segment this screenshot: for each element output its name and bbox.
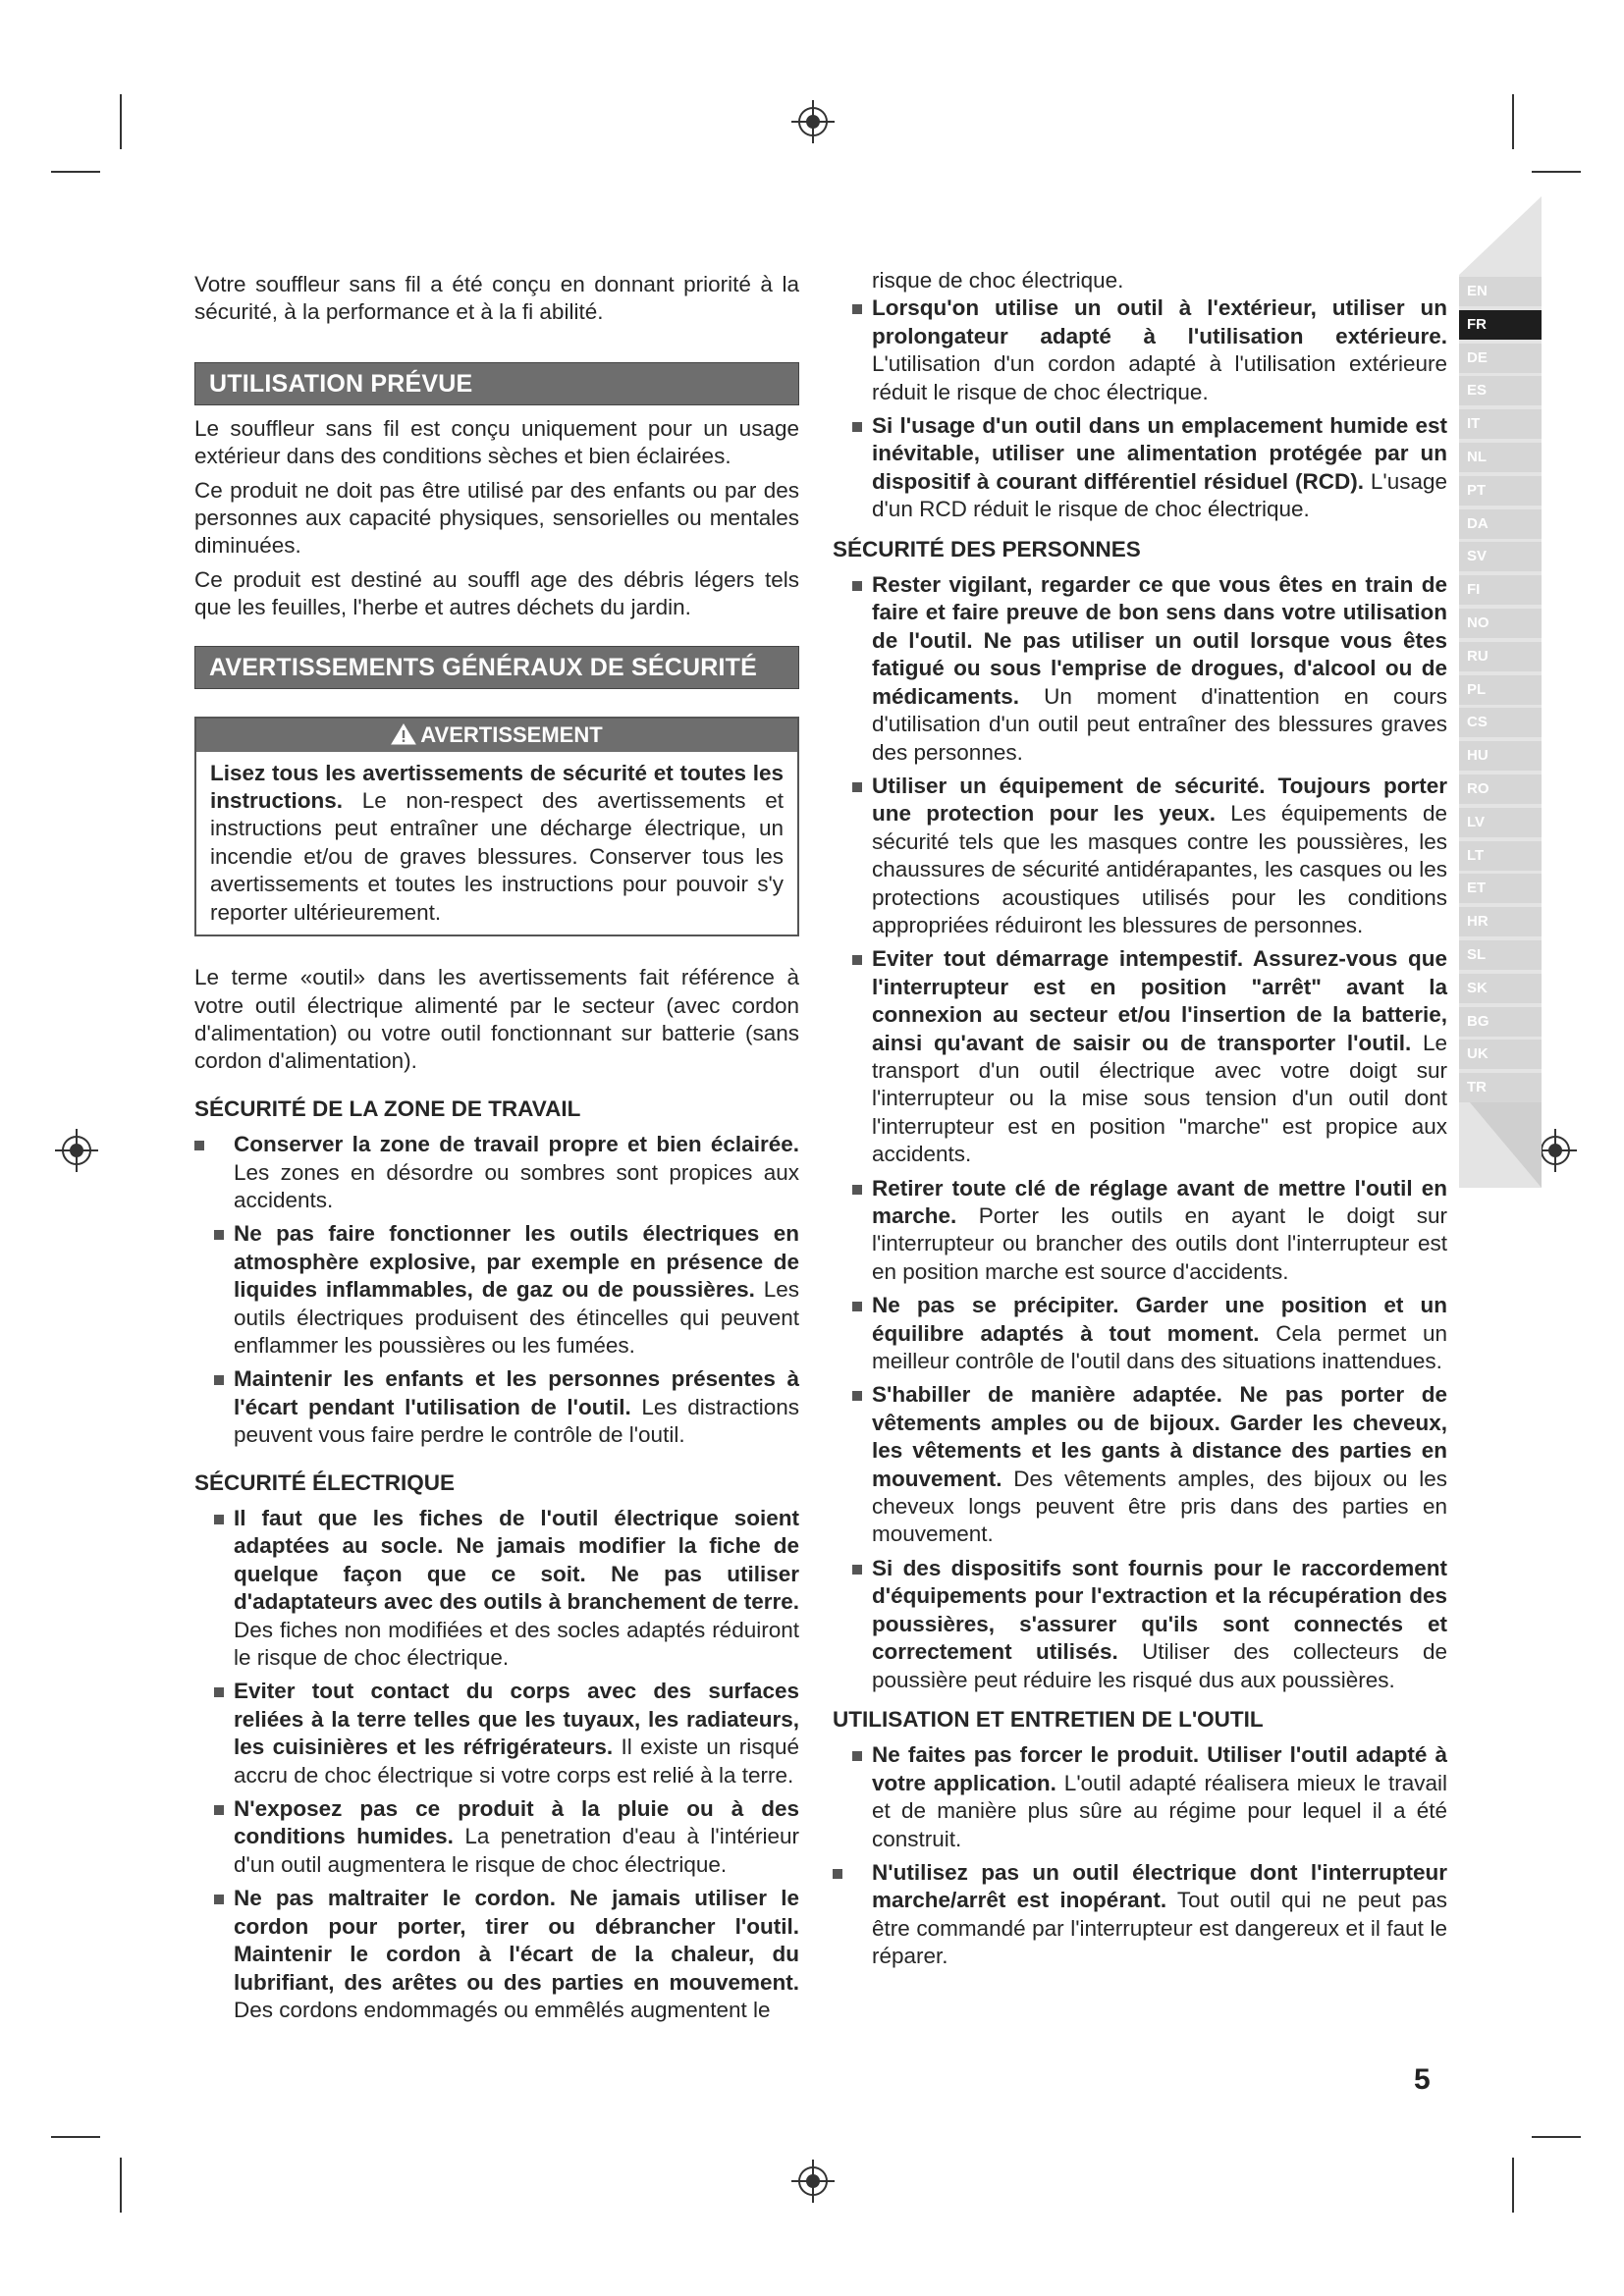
list-item-text: Porter les outils en ayant le doigt sur l'interrupteur ou brancher des outils dont l'interrupteur est en position marche est source d'accidents. bbox=[872, 1203, 1447, 1284]
left-column bbox=[194, 271, 799, 2030]
list-item-text: La penetration d'eau à l'intérieur d'un outil augmentera le risque de choc électrique. bbox=[234, 1824, 799, 1877]
language-tab-lt[interactable]: LT bbox=[1459, 841, 1542, 871]
intended-use-p3: Ce produit est destiné au souffl age des débris légers tels que les feuilles, l'herbe et autres déchets du jardin. bbox=[194, 566, 799, 620]
language-tab-ro[interactable]: RO bbox=[1459, 774, 1542, 804]
list-item-bold: Conserver la zone de travail propre et bien éclairée. bbox=[234, 1132, 799, 1157]
language-tab-sl[interactable]: SL bbox=[1459, 940, 1542, 970]
square-bullet-icon bbox=[852, 304, 862, 314]
language-tab-ru[interactable]: RU bbox=[1459, 642, 1542, 671]
square-bullet-icon bbox=[214, 1687, 224, 1697]
list-item-bold: Il faut que les fiches de l'outil électrique soient adaptées au socle. Ne jamais modifier la fiche de quelque façon que ce soit. Ne pas utiliser d'adaptateurs avec des outils à branchement de terre. bbox=[234, 1506, 799, 1615]
warning-title bbox=[196, 719, 797, 752]
list-item-bold: Eviter tout contact du corps avec des surfaces reliées à la terre telles que les tuyaux, les radiateurs, les cuisinières et les réfrigérateurs. bbox=[234, 1679, 799, 1760]
list-item-bold: Rester vigilant, regarder ce que vous êtes en train de faire et faire preuve de bon sens dans votre utilisation de l'outil. Ne pas utiliser un outil lorsque vous êtes fatigué ou sous l'emprise de drogues, d'alcool ou de médicaments. bbox=[872, 572, 1447, 709]
right-column bbox=[833, 267, 1447, 1977]
warning-triangle-icon bbox=[391, 723, 416, 745]
list-item-text: Il existe un risqué accru de choc électrique si votre corps est relié à la terre. bbox=[234, 1735, 800, 1788]
list-item bbox=[833, 1555, 1447, 1694]
list-item-bold: Eviter tout démarrage intempestif. Assurez-vous que l'interrupteur est en position "arrêt" avant la connexion au secteur et/ou l'insertion de la batterie, ainsi qu'avant de saisir ou de transporter l'outil. bbox=[872, 946, 1447, 1055]
language-tab-lv[interactable]: LV bbox=[1459, 808, 1542, 837]
language-tab-fr[interactable]: FR bbox=[1459, 310, 1542, 340]
list-item-bold: Utiliser un équipement de sécurité. Toujours porter une protection pour les yeux. bbox=[872, 773, 1447, 827]
list-item-text: L'usage d'un RCD réduit le risque de choc électrique. bbox=[872, 468, 1447, 522]
language-tab-da[interactable]: DA bbox=[1459, 509, 1542, 539]
list-item-text: Cela permet un meilleur contrôle de l'outil dans des situations inattendues. bbox=[872, 1320, 1447, 1374]
list-item-text: Les distractions peuvent vous faire perdre le contrôle de l'outil. bbox=[234, 1394, 800, 1448]
list-item bbox=[833, 294, 1447, 406]
list-item bbox=[194, 1885, 799, 2024]
crop-mark bbox=[51, 2136, 100, 2138]
registration-mark-icon bbox=[791, 2160, 835, 2203]
crop-mark bbox=[1532, 171, 1581, 173]
language-tab-es[interactable]: ES bbox=[1459, 376, 1542, 405]
square-bullet-icon bbox=[852, 1751, 862, 1761]
list-item-text: Des fiches non modifiées et des socles adaptés réduiront le risque de choc électrique. bbox=[234, 1617, 799, 1671]
language-tab-it[interactable]: IT bbox=[1459, 409, 1542, 439]
list-item-bold: Si des dispositifs sont fournis pour le raccordement d'équipements pour l'extraction et la récupération des poussières, s'assurer qu'ils sont connectés et correctement utilisés. bbox=[872, 1555, 1447, 1665]
language-tab-bg[interactable]: BG bbox=[1459, 1007, 1542, 1037]
page-number: 5 bbox=[1414, 2063, 1431, 2096]
list-item-bold: N'exposez pas ce produit à la pluie ou à des conditions humides. bbox=[234, 1796, 799, 1849]
intended-use-p2: Ce produit ne doit pas être utilisé par des enfants ou par des personnes aux capacité physiques, sensorielles ou mentales diminuées. bbox=[194, 477, 799, 559]
square-bullet-icon bbox=[852, 422, 862, 432]
subsection-title-personal: SÉCURITÉ DES PERSONNES bbox=[833, 536, 1141, 561]
language-tab-en[interactable]: EN bbox=[1459, 277, 1542, 306]
subsection-title-electrical: SÉCURITÉ ÉLECTRIQUE bbox=[194, 1469, 456, 1495]
list-item-text: Tout outil qui ne peut pas être commandé par l'interrupteur est dangereux et il faut le réparer. bbox=[872, 1888, 1447, 1969]
list-item-bold: N'utilisez pas un outil électrique dont l'interrupteur marche/arrêt est inopérant. bbox=[872, 1859, 1447, 1913]
square-bullet-icon bbox=[852, 1565, 862, 1575]
registration-mark-icon bbox=[791, 100, 835, 143]
list-item bbox=[833, 1381, 1447, 1548]
list-item bbox=[194, 1678, 799, 1789]
list-item-text: Les zones en désordre ou sombres sont propices aux accidents. bbox=[234, 1159, 799, 1212]
subsection-title-work-area: SÉCURITÉ DE LA ZONE DE TRAVAIL bbox=[194, 1095, 581, 1121]
square-bullet-icon bbox=[214, 1375, 224, 1385]
language-tab-cs[interactable]: CS bbox=[1459, 708, 1542, 737]
language-tab-uk[interactable]: UK bbox=[1459, 1040, 1542, 1069]
list-item-bold: Ne faites pas forcer le produit. Utiliser l'outil adapté à votre application. bbox=[872, 1742, 1447, 1795]
warning-bold: Lisez tous les avertissements de sécurité et toutes les instructions. bbox=[210, 760, 784, 814]
list-item bbox=[833, 571, 1447, 767]
language-tab-nl[interactable]: NL bbox=[1459, 443, 1542, 472]
square-bullet-icon bbox=[852, 782, 862, 792]
square-bullet-icon bbox=[852, 581, 862, 591]
list-item bbox=[833, 1175, 1447, 1287]
list-item-bold: Si l'usage d'un outil dans un emplacement humide est inévitable, utiliser une alimentation protégée par un dispositif à courant différentiel résiduel (RCD). bbox=[872, 413, 1447, 494]
language-tab-sk[interactable]: SK bbox=[1459, 974, 1542, 1003]
list-item-text: Des vêtements amples, des bijoux ou les cheveux longs peuvent être pris dans des parties en mouvement. bbox=[872, 1466, 1447, 1547]
crop-mark bbox=[120, 94, 122, 149]
list-item-text: Un moment d'inattention en cours d'utilisation d'un outil peut entraîner des blessures graves des personnes. bbox=[872, 683, 1447, 765]
language-tab-pt[interactable]: PT bbox=[1459, 476, 1542, 506]
tool-definition: Le terme «outil» dans les avertissements fait référence à votre outil électrique alimenté par le secteur (avec cordon d'alimentation) ou votre outil fonctionnant sur batterie (sans cordon d'alimentation). bbox=[194, 965, 799, 1074]
list-item-bold: Retirer toute clé de réglage avant de mettre l'outil en marche. bbox=[872, 1175, 1447, 1228]
language-tab-tr[interactable]: TR bbox=[1459, 1073, 1542, 1102]
list-item bbox=[833, 1292, 1447, 1375]
square-bullet-icon bbox=[194, 1141, 204, 1150]
square-bullet-icon bbox=[852, 955, 862, 965]
warning-body bbox=[196, 752, 797, 934]
continued-text: risque de choc électrique. bbox=[872, 268, 1124, 293]
list-item bbox=[833, 1859, 1447, 1971]
list-item bbox=[194, 1220, 799, 1360]
square-bullet-icon bbox=[214, 1230, 224, 1240]
language-tab-no[interactable]: NO bbox=[1459, 609, 1542, 638]
list-item-text: Le transport d'un outil électrique avec votre doigt sur l'interrupteur ou la mise sous tension d'un outil dont l'interrupteur est en position "marche" est propice aux accidents. bbox=[872, 1030, 1448, 1167]
language-tab-hr[interactable]: HR bbox=[1459, 907, 1542, 936]
list-item bbox=[194, 1131, 799, 1214]
list-item-text: L'outil adapté réalisera mieux le travail et de manière plus sûre au régime pour lequel il a été construit. bbox=[872, 1770, 1447, 1851]
crop-mark bbox=[1512, 2158, 1514, 2213]
warning-text: Le non-respect des avertissements et instructions peut entraîner une décharge électrique, un incendie et/ou de graves blessures. Conserver tous les avertissements et toutes les instructions pour pouvoir s'y reporter ultérieurement. bbox=[210, 788, 784, 925]
list-item bbox=[194, 1505, 799, 1672]
list-item-bold: Ne pas faire fonctionner les outils électriques en atmosphère explosive, par exemple en présence de liquides inflammables, de gaz ou de poussières. bbox=[234, 1221, 799, 1303]
language-tab-de[interactable]: DE bbox=[1459, 344, 1542, 373]
list-item-text: L'utilisation d'un cordon adapté à l'utilisation extérieure réduit le risque de choc électrique. bbox=[872, 351, 1447, 404]
list-item-text: Les équipements de sécurité tels que les masques contre les poussières, les chaussures de sécurité antidérapantes, les casques ou les protections acoustiques utilisés pour les conditions appropriées réduiront les blessures de personnes. bbox=[872, 801, 1447, 937]
list-item-bold: Maintenir les enfants et les personnes présentes à l'écart pendant l'utilisation de l'outil. bbox=[234, 1366, 799, 1419]
language-tab-sv[interactable]: SV bbox=[1459, 542, 1542, 571]
language-tab-fi[interactable]: FI bbox=[1459, 575, 1542, 605]
list-item-bold: S'habiller de manière adaptée. Ne pas porter de vêtements amples ou de bijoux. Garder les cheveux, les vêtements et les gants à distance des parties en mouvement. bbox=[872, 1382, 1447, 1491]
language-tab-pl[interactable]: PL bbox=[1459, 675, 1542, 705]
crop-mark bbox=[120, 2158, 122, 2213]
square-bullet-icon bbox=[214, 1805, 224, 1815]
list-item-bold: Ne pas se précipiter. Garder une position et un équilibre adaptés à tout moment. bbox=[872, 1293, 1447, 1346]
crop-mark bbox=[1532, 2136, 1581, 2138]
list-item-text: Les outils électriques produisent des étincelles qui peuvent enflammer les poussières ou les fumées. bbox=[234, 1277, 800, 1358]
square-bullet-icon bbox=[852, 1302, 862, 1311]
list-item bbox=[833, 945, 1447, 1168]
square-bullet-icon bbox=[214, 1895, 224, 1904]
warning-box bbox=[194, 717, 799, 936]
list-item bbox=[194, 1365, 799, 1449]
registration-mark-icon bbox=[55, 1129, 98, 1172]
list-item-text: Utiliser des collecteurs de poussière peut réduire les risqué dus aux poussières. bbox=[872, 1639, 1448, 1692]
intro-text: Votre souffleur sans fil a été conçu en donnant priorité à la sécurité, à la performance et à la fi abilité. bbox=[194, 272, 799, 325]
crop-mark bbox=[1512, 94, 1514, 149]
list-item bbox=[194, 1795, 799, 1879]
list-item-text: Des cordons endommagés ou emmêlés augmentent le bbox=[234, 1997, 771, 2022]
language-tab-et[interactable]: ET bbox=[1459, 874, 1542, 903]
square-bullet-icon bbox=[214, 1515, 224, 1524]
list-item bbox=[833, 773, 1447, 939]
square-bullet-icon bbox=[833, 1869, 842, 1879]
square-bullet-icon bbox=[852, 1185, 862, 1195]
language-tab-hu[interactable]: HU bbox=[1459, 741, 1542, 771]
section-title-general-warnings: AVERTISSEMENTS GÉNÉRAUX DE SÉCURITÉ bbox=[194, 646, 799, 689]
list-item bbox=[833, 1741, 1447, 1853]
section-title-intended-use: UTILISATION PRÉVUE bbox=[194, 362, 799, 405]
intended-use-p1: Le souffleur sans fil est conçu uniquement pour un usage extérieur dans des conditions sèches et bien éclairées. bbox=[194, 415, 799, 469]
crop-mark bbox=[51, 171, 100, 173]
list-item bbox=[833, 412, 1447, 524]
subsection-title-tool-use: UTILISATION ET ENTRETIEN DE L'OUTIL bbox=[833, 1706, 1264, 1732]
list-item-bold: Lorsqu'on utilise un outil à l'extérieur, utiliser un prolongateur adapté à l'utilisation extérieure. bbox=[872, 295, 1447, 348]
warning-title-text: AVERTISSEMENT bbox=[420, 721, 603, 747]
square-bullet-icon bbox=[852, 1391, 862, 1401]
list-item-bold: Ne pas maltraiter le cordon. Ne jamais utiliser le cordon pour porter, tirer ou débrancher l'outil. Maintenir le cordon à l'écart de la chaleur, du lubrifiant, des arêtes ou des parties en mouvement. bbox=[234, 1886, 799, 1995]
